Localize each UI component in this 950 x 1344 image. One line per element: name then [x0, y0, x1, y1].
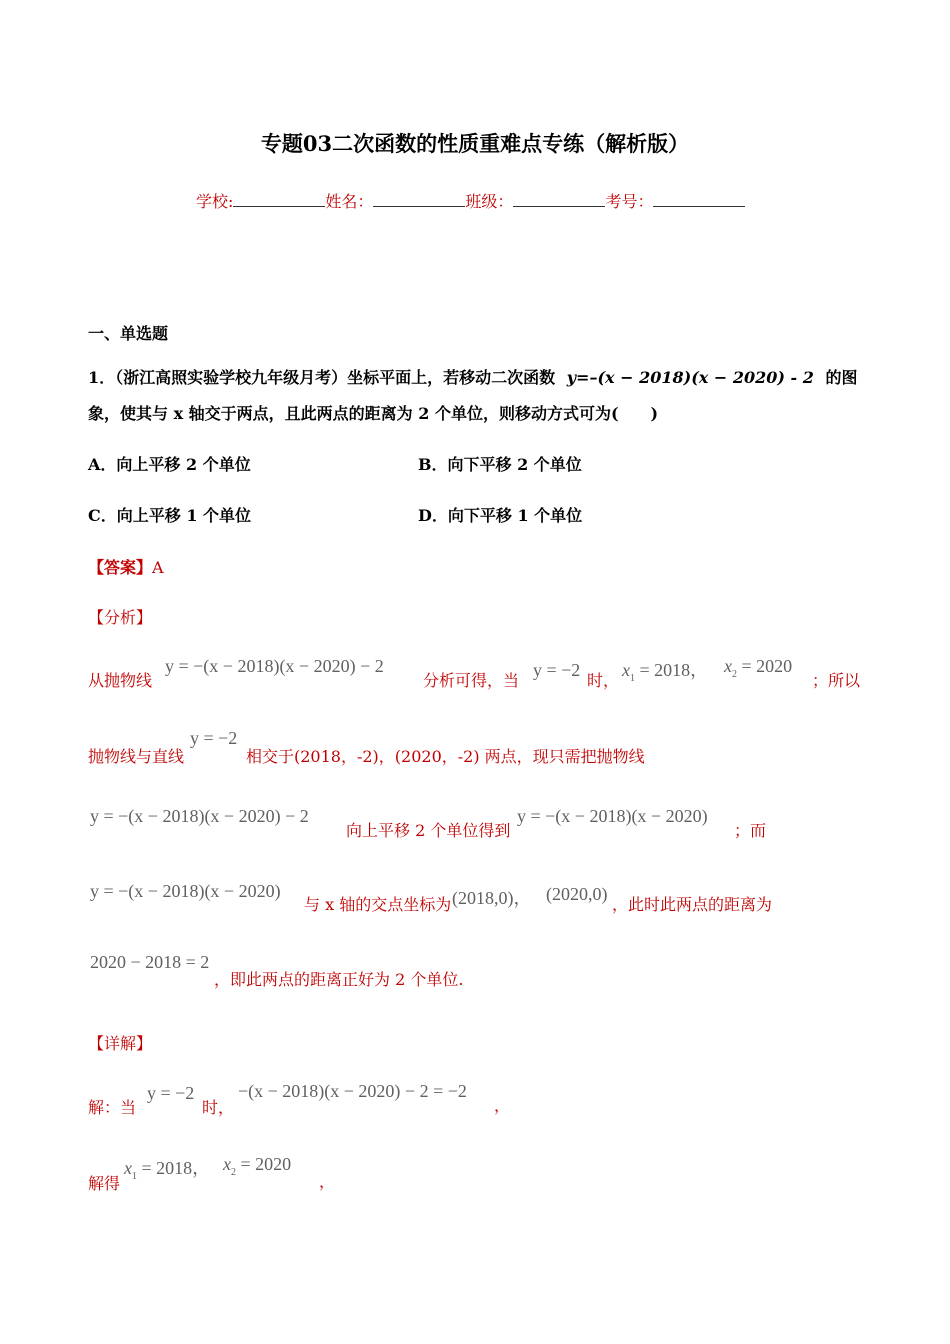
analysis-text-1: 分析可得，当: [423, 671, 520, 690]
option-a-text: 向上平移 2 个单位: [116, 455, 251, 474]
analysis-er: ；而: [734, 821, 767, 840]
detail-label: 【详解】: [88, 1034, 153, 1053]
detail-formula-1: y = −2: [147, 1083, 195, 1103]
student-info-line: [196, 189, 745, 212]
analysis-conclusion: ，即此两点的距离正好为 2 个单位.: [214, 970, 464, 989]
detail-x2-var: x: [223, 1154, 231, 1174]
exam-no-blank: [653, 192, 745, 207]
option-b: [418, 452, 582, 475]
option-a-key: A．: [88, 455, 117, 474]
analysis-formula-5: y = −(x − 2018)(x − 2020): [90, 881, 281, 901]
option-d-text: 向下平移 1 个单位: [447, 506, 583, 525]
analysis-formula-4: y = −(x − 2018)(x − 2020): [517, 806, 708, 826]
analysis-line-2: 抛物线与直线: [88, 747, 185, 766]
analysis-x1: [622, 656, 708, 682]
question-stem-tail: 的图: [825, 368, 858, 387]
detail-shi: 时，: [202, 1098, 235, 1117]
analysis-shift-text: 向上平移 2 个单位得到: [346, 821, 511, 840]
detail-x1-sub: 1: [132, 1171, 137, 1182]
analysis-formula-1: y = −(x − 2018)(x − 2020) − 2: [165, 656, 384, 676]
x1-value: = 2018，: [635, 660, 709, 680]
x2-sub: 2: [732, 669, 737, 680]
question-number: 1．: [88, 368, 116, 387]
answer-label: 【答案】: [88, 558, 153, 577]
analysis-line-formula: y = −2: [190, 728, 238, 748]
detail-x1-value: = 2018，: [137, 1158, 211, 1178]
detail-x2-value: = 2020: [236, 1154, 292, 1174]
analysis-x2: [724, 656, 793, 680]
exam-no-label: 考号：: [605, 192, 654, 211]
x2-var: x: [724, 656, 732, 676]
option-a: [88, 452, 251, 475]
analysis-point-2: (2020,0): [546, 884, 608, 904]
option-d: [418, 503, 582, 526]
detail-x2: [223, 1154, 292, 1178]
analysis-formula-3: y = −(x − 2018)(x − 2020) − 2: [90, 806, 309, 826]
detail-x1: [124, 1154, 210, 1180]
analysis-formula-6: 2020 − 2018 = 2: [90, 952, 210, 972]
analysis-line-2-tail: 相交于(2018，-2)，(2020，-2) 两点，现只需把抛物线: [246, 747, 645, 766]
option-b-key: B．: [418, 455, 448, 474]
question-1-line-1: [88, 365, 857, 388]
name-label: 姓名：: [325, 192, 374, 211]
analysis-line-1: 从抛物线: [88, 671, 153, 690]
detail-comma: ，: [494, 1096, 511, 1115]
name-blank: [373, 192, 465, 207]
analysis-distance-text: ，此时此两点的距离为: [612, 895, 773, 914]
detail-line-1: 解：当: [88, 1098, 137, 1117]
detail-comma-2: ，: [319, 1172, 336, 1191]
detail-formula-2: −(x − 2018)(x − 2020) − 2 = −2: [238, 1081, 467, 1101]
detail-x1-var: x: [124, 1158, 132, 1178]
answer-line: [88, 555, 164, 578]
analysis-suoyi: ；所以: [812, 671, 861, 690]
option-c-text: 向上平移 1 个单位: [116, 506, 252, 525]
analysis-label: 【分析】: [88, 608, 153, 627]
analysis-intersection-text: 与 x 轴的交点坐标为: [304, 895, 452, 914]
section-heading: 一、单选题: [88, 324, 169, 343]
x1-var: x: [622, 660, 630, 680]
option-b-text: 向下平移 2 个单位: [447, 455, 582, 474]
analysis-point-1: (2018,0)，: [452, 888, 532, 908]
detail-x2-sub: 2: [231, 1167, 236, 1178]
option-c: [88, 503, 251, 526]
school-label: 学校:: [196, 192, 234, 211]
class-blank: [513, 192, 605, 207]
option-c-key: C．: [88, 506, 117, 525]
x2-value: = 2020: [737, 656, 793, 676]
detail-line-2: 解得: [88, 1174, 121, 1193]
question-function: y=–(x − 2018)(x − 2020) - 2: [566, 368, 814, 387]
answer-value: A: [152, 558, 164, 577]
analysis-shi: 时，: [587, 671, 620, 690]
question-stem: （浙江高照实验学校九年级月考）坐标平面上，若移动二次函数: [115, 368, 556, 387]
class-label: 班级：: [465, 192, 514, 211]
page-title: 专题03二次函数的性质重难点专练（解析版）: [260, 131, 690, 156]
school-blank: [233, 192, 325, 207]
question-1-line-2: 象，使其与 x 轴交于两点，且此两点的距离为 2 个单位，则移动方式可为( ): [88, 404, 659, 423]
x1-sub: 1: [630, 673, 635, 684]
analysis-formula-2: y = −2: [533, 660, 581, 680]
option-d-key: D．: [418, 506, 448, 525]
